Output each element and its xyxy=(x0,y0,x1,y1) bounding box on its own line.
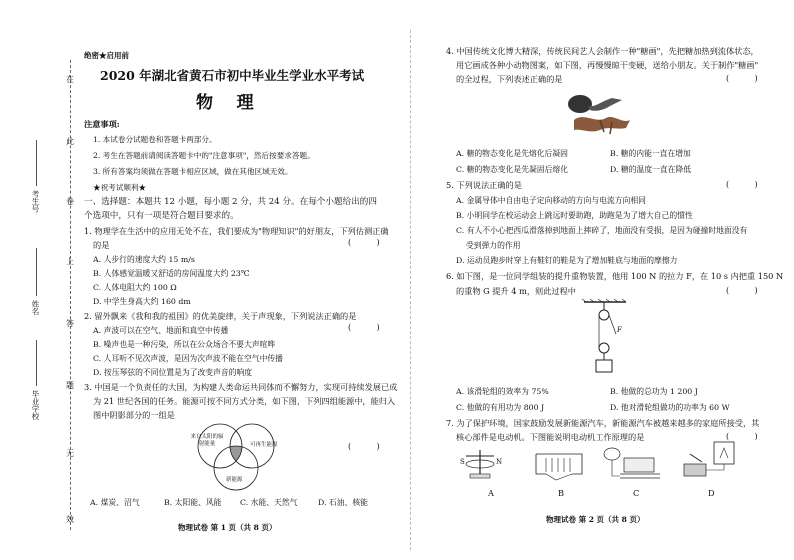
figure-label-a: A xyxy=(488,488,494,498)
option-c: C. 有人不小心把西瓜滑落掉到地面上摔碎了，地面没有受损，是因为碰撞时地面没有 xyxy=(456,226,748,235)
option-a: A. 人步行的速度大约 15 m/s xyxy=(93,255,195,264)
seal-char: 此 xyxy=(66,137,74,146)
option-c: C. 人体电阻大约 100 Ω xyxy=(93,283,177,292)
seal-char: 无 xyxy=(66,449,74,458)
option-a: A. 煤炭、沼气 xyxy=(90,498,140,507)
notice-item: 2. 考生在答题前请阅读答题卡中的"注意事项"，然后按要求答题。 xyxy=(93,151,315,160)
magnet-s-label: S xyxy=(460,458,465,466)
option-c: C. 糖的物态变化是先凝固后熔化 xyxy=(456,165,569,174)
page-divider xyxy=(410,30,411,550)
question-stem-cont: 的重物 G 提升 4 m，则此过程中 xyxy=(456,286,576,296)
seal-char: 题 xyxy=(66,381,74,390)
option-d: D. 按压琴弦的不同位置是为了改变声音的响度 xyxy=(93,368,253,377)
answer-paren[interactable]: ( ) xyxy=(726,432,758,441)
option-c: C. 他做的有用功为 800 J xyxy=(456,403,545,412)
question-stem-cont: 为 21 世纪各国的任务。能源可按不同方式分类，如下图，下列四组能源中，能归入 xyxy=(93,396,396,406)
school-label: 毕业学校 xyxy=(31,390,40,420)
notice-heading: 注意事项: xyxy=(84,119,120,129)
good-luck: ★祝考试顺利★ xyxy=(93,183,147,192)
option-b: B. 他做的总功为 1 200 J xyxy=(610,387,698,396)
question-stem: 3. 中国是一个负责任的大国，为构建人类命运共同体而不懈努力，实现可持续发展已成 xyxy=(84,382,398,392)
option-a: A. 该滑轮组的效率为 75% xyxy=(456,387,549,396)
magnet-n-label: N xyxy=(496,458,503,466)
option-a: A. 声波可以在空气、地面和真空中传播 xyxy=(93,326,229,335)
figure-label-d: D xyxy=(708,488,715,498)
option-d: D. 中学生身高大约 160 dm xyxy=(93,297,191,306)
seal-dashed-line xyxy=(70,60,71,530)
option-c: C. 人耳听不见次声波，是因为次声波不能在空气中传播 xyxy=(93,354,283,363)
page-1-footer: 物理试卷 第 1 页（共 8 页） xyxy=(178,523,277,532)
figure-label-b: B xyxy=(558,488,565,498)
secret-mark: 绝密★启用前 xyxy=(84,51,129,60)
section-1-heading-cont: 个选项中，只有一项是符合题目要求的。 xyxy=(84,211,239,221)
answer-paren[interactable]: ( ) xyxy=(726,286,758,295)
option-d: D. 糖的温度一直在降低 xyxy=(610,165,692,174)
question-stem-cont: 图中阴影部分的一组是 xyxy=(93,410,175,420)
option-b: B. 太阳能、风能 xyxy=(164,498,222,507)
seal-char: 效 xyxy=(66,515,74,524)
question-stem: 7. 为了保护环境，国家鼓励发展新能源汽车，新能源汽车被越来越多的家庭所接受，其 xyxy=(446,418,760,428)
option-a: A. 糖的物态变化是先熔化后凝固 xyxy=(456,149,568,158)
seal-char: 答 xyxy=(66,319,74,328)
section-1-heading: 一、选择题：本题共 12 小题，每小题 2 分，共 24 分。在每个小题给出的四 xyxy=(84,197,377,207)
option-a: A. 金属导体中自由电子定向移动的方向与电流方向相同 xyxy=(456,196,646,205)
sugar-painting-image xyxy=(560,90,640,138)
candidate-number-label: 考生号 xyxy=(31,190,40,213)
question-stem: 5. 下列说法正确的是 xyxy=(446,180,522,190)
question-stem-cont: 核心部件是电动机。下图能说明电动机工作原理的是 xyxy=(456,432,645,442)
notice-item: 1. 本试卷分试题卷和答题卡两部分。 xyxy=(93,135,217,144)
venn-label-new: 新能源 xyxy=(226,477,243,483)
subject-title: 物 理 xyxy=(196,93,254,113)
page-2-footer: 物理试卷 第 2 页（共 8 页） xyxy=(546,515,645,524)
option-b: B. 噪声也是一种污染，所以在公众场合不要大声喧哗 xyxy=(93,340,276,349)
name-label: 姓名 xyxy=(31,300,40,315)
force-label: F xyxy=(617,326,622,334)
question-stem-cont: 的是 xyxy=(93,240,110,250)
seal-char: 上 xyxy=(66,257,74,266)
figure-b-coil xyxy=(532,446,586,482)
question-stem: 4. 中国传统文化博大精深，传统民间艺人会制作一种"糖画"，先把糖加热到流体状态， xyxy=(446,46,759,56)
answer-paren[interactable]: ( ) xyxy=(726,74,758,83)
name-line[interactable] xyxy=(36,248,37,296)
school-line[interactable] xyxy=(36,340,37,386)
option-b: B. 糖的内能一直在增加 xyxy=(610,149,691,158)
figure-c-rail-circuit xyxy=(600,444,664,482)
answer-paren[interactable]: ( ) xyxy=(726,180,758,189)
venn-label-renewable: 可再生能源 xyxy=(250,442,278,448)
question-stem: 1. 物理学在生活中的应用无处不在，我们要成为"物理知识"的好朋友，下列估测正确 xyxy=(84,226,389,236)
question-stem: 6. 如下图，是一位同学组装的提升重物装置，他用 100 N 的拉力 F，在 10 s 内把重 150 N xyxy=(446,271,784,281)
answer-paren[interactable]: ( ) xyxy=(348,442,380,451)
option-c: C. 水能、天然气 xyxy=(240,498,298,507)
notice-item: 3. 所有答案均须做在答题卡相应区域，做在其他区域无效。 xyxy=(93,167,293,176)
question-stem-cont: 用它画成各种小动物图案，如下图，再慢慢晾干变硬，送给小朋友。关于制作"糖画" xyxy=(456,60,759,70)
question-stem: 2. 留外飘来《我和我的祖国》的优美旋律，关于声现象，下列说法正确的是 xyxy=(84,311,357,321)
pulley-system-diagram xyxy=(580,298,630,378)
candidate-number-line[interactable] xyxy=(36,140,37,186)
figure-label-c: C xyxy=(633,488,640,498)
answer-paren[interactable]: ( ) xyxy=(348,238,380,247)
seal-char: 卷 xyxy=(66,197,74,206)
answer-paren[interactable]: ( ) xyxy=(348,323,380,332)
option-d: D. 他对滑轮组做功的功率为 60 W xyxy=(610,403,730,412)
figure-d-generator xyxy=(680,440,740,484)
exam-title: 2020 年湖北省黄石市初中毕业生学业水平考试 xyxy=(100,68,365,83)
option-d: D. 运动员跑步时穿上有鞋钉的鞋是为了增加鞋底与地面的摩擦力 xyxy=(456,256,678,265)
seal-char: 在 xyxy=(66,75,74,84)
option-d: D. 石油、核能 xyxy=(318,498,368,507)
question-stem-cont: 的全过程，下列表述正确的是 xyxy=(456,74,563,84)
option-c-cont: 受到弹力的作用 xyxy=(456,241,521,250)
option-b: B. 人体感觉温暖又舒适的房间温度大约 23℃ xyxy=(93,269,250,278)
venn-label-solar: 来自太阳的辐射能量 xyxy=(190,434,224,447)
option-b: B. 小明同学在校运动会上跳远时要助跑，助跑是为了增大自己的惯性 xyxy=(456,211,693,220)
